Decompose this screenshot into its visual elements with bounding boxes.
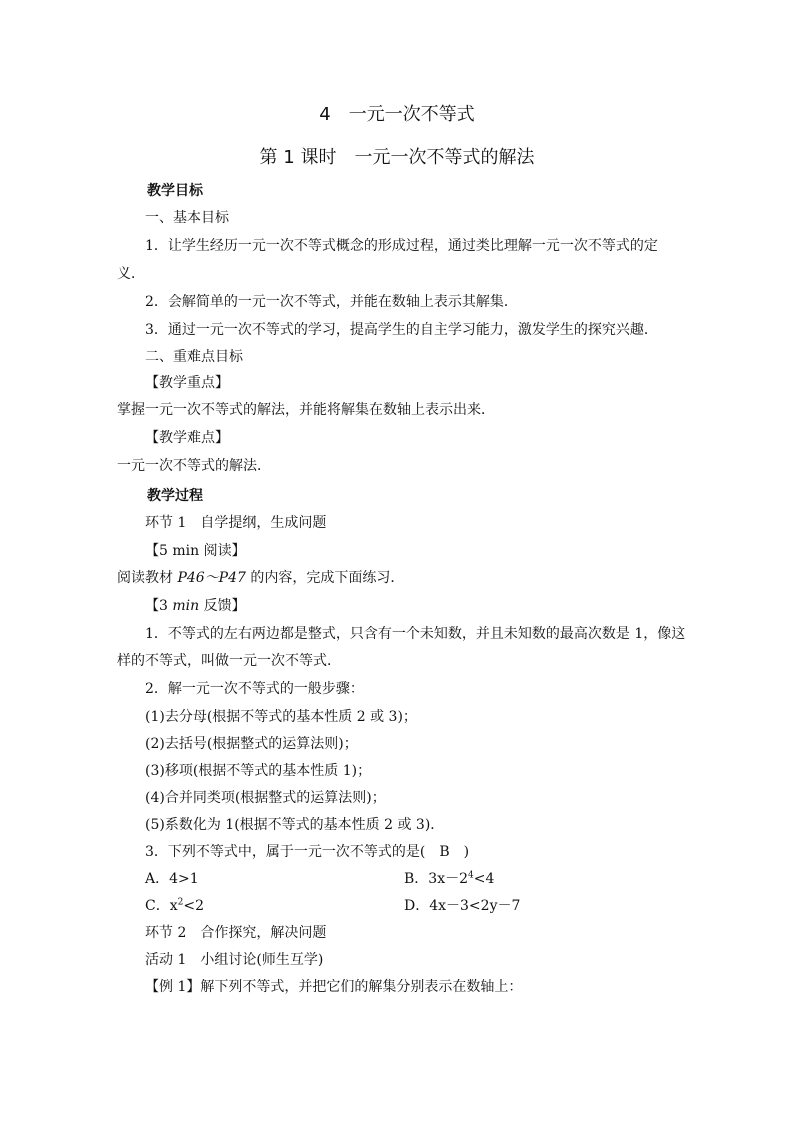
feedback-1-line-2: 样的不等式，叫做一元一次不等式． [117,653,341,669]
difficulty-text: 一元一次不等式的解法． [117,458,271,474]
key-point-label: 【教学重点】 [145,375,229,391]
key-goals-heading: 二、重难点目标 [145,349,243,365]
step-item-2: (2)去括号(根据整式的运算法则)； [145,736,358,752]
lesson-title: 4 一元一次不等式 [319,104,475,125]
step-2: 环节 2 合作探究，解决问题 [145,925,327,941]
section-heading-process: 教学过程 [147,488,203,504]
key-point-text: 掌握一元一次不等式的解法，并能将解集在数轴上表示出来． [117,402,495,418]
step-1: 环节 1 自学提纲，生成问题 [145,515,327,531]
basic-goals-heading: 一、基本目标 [145,210,229,226]
feedback-label: 【3 min 反馈】 [145,598,246,614]
option-c: C．$x^2<2$ [145,897,204,914]
reading-text: 阅读教材 P46～P47 的内容，完成下面练习． [117,570,405,586]
activity-1: 活动 1 小组讨论(师生互学) [145,952,324,968]
goal-2: 2．会解简单的一元一次不等式，并能在数轴上表示其解集． [145,294,518,310]
question-3: 3．下列不等式中，属于一元一次不等式的是( B ) [145,844,470,860]
lesson-subtitle: 第 1 课时 一元一次不等式的解法 [259,147,535,168]
feedback-1-line-1: 1．不等式的左右两边都是整式，只含有一个未知数，并且未知数的最高次数是 1，像这 [145,626,686,642]
step-item-5: (5)系数化为 1(根据不等式的基本性质 2 或 3)． [145,817,445,833]
step-item-3: (3)移项(根据不等式的基本性质 1)； [145,763,372,779]
reading-pages: P46～P47 [177,570,246,586]
example-1: 【例 1】解下列不等式，并把它们的解集分别表示在数轴上： [145,979,523,995]
step-item-4: (4)合并同类项(根据整式的运算法则)； [145,790,386,806]
goal-1-line-1: 1．让学生经历一元一次不等式概念的形成过程，通过类比理解一元一次不等式的定 [145,238,658,254]
option-d: D．4x－3<2y－7 [404,898,521,914]
goal-3: 3．通过一元一次不等式的学习，提高学生的自主学习能力，激发学生的探究兴趣． [145,322,658,338]
reading-label: 【5 min 阅读】 [145,543,246,559]
goal-1-line-2: 义． [117,266,145,282]
section-heading-goals: 教学目标 [147,183,203,199]
difficulty-label: 【教学难点】 [145,430,229,446]
feedback-2: 2．解一元一次不等式的一般步骤： [145,681,364,697]
option-a: A．4>1 [145,871,199,887]
step-item-1: (1)去分母(根据不等式的基本性质 2 或 3)； [145,709,417,725]
option-b: B．$3x-2^4<4$ [404,870,495,887]
